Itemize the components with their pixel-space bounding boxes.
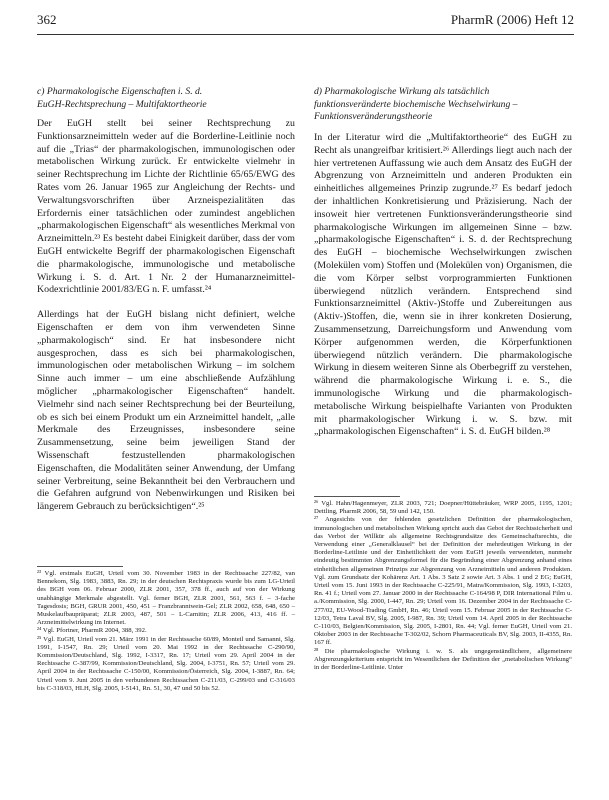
journal-citation: PharmR (2006) Heft 12 [450, 12, 574, 27]
footnotes-left [37, 570, 295, 693]
running-header [37, 12, 574, 32]
footnote-rule [314, 496, 400, 497]
footnote: ²⁵ Vgl. EuGH, Urteil vom 21. März 1991 in der Rechtssache 60/89, Monteil und Samanni, Slg. 1991, I-1547, Rn. 29; Urteil vom 20. Mai 1992 in der Rechtssache C-290/90, Kommission/Deutschland, Slg. 1992, I-3317, Rn. 17; Urteil vom 29. April 2004 in der Rechtssache C-387/99, Kommission/Deutschland, Slg. 2004, I-3751, Rn. 57; Urteil vom 29. April 2004 in der Rechtssache C-150/00, Kommission/Österreich, Slg. 2004, I-3887, Rn. 64; Urteil vom 9. Juni 2005 in den verbundenen Rechtssachen C-211/03, C-299/03 und C-316/03 bis C-318/03, HLH, Slg. 2005, I-5141, Rn. 51, 30, 47 und 50 bis 52. [37, 635, 295, 692]
footnotes-right [314, 500, 572, 672]
paragraph: Allerdings hat der EuGH bislang nicht definiert, welche Eigenschaften er dem von ihm verwendeten Sinne „pharmakologisch“ sind. Er hat insbesondere nicht ausgesprochen, dass es sich bei pharmakologischen, immunologischen oder metabolischen Wirkung – im solchem Sinne auch immer – um eine abschließende Aufzählung möglicher „pharmakologischer Eigenschaften“ handelt. Vielmehr sind nach seiner Rechtsprechung bei der Beurteilung, ob es sich bei einem Produkt um ein Arzneimittel handelt, „alle Merkmale des Erzeugnisses, insbesondere seine Zusammensetzung, seine beim jeweiligen Stand der Wissenschaft festzustellenden pharmakologischen Eigenschaften, die Modalitäten seiner Anwendung, der Umfang seiner Verbreitung, seine Bekanntheit bei den Verbrauchern und die Gefahren aufgrund von Nebenwirkungen und Risiken bei längerem Gebrauch zu berücksichtigen“.²⁵ [37, 309, 295, 513]
left-column-body [37, 118, 295, 526]
footnote: ²⁶ Vgl. Hahn/Hagenmeyer, ZLR 2003, 721; Doepner/Hüttebräuker, WRP 2005, 1195, 1201; Dettling, PharmR 2006, 58, 59 und 142, 150. [314, 500, 572, 516]
footnote: ²⁴ Vgl. Pfortner, PharmR 2004, 388, 392. [37, 627, 147, 635]
section-heading-c [37, 86, 295, 111]
header-rule [37, 34, 574, 35]
paragraph: Der EuGH stellt bei seiner Rechtsprechung zu Funktionsarzneimitteln weder auf die Borderline-Leitlinie noch auf die „Trias“ der pharmakologischen, immunologischen oder metabolischen Wirkung zurück. Er entwickelte vielmehr in seiner Rechtsprechung im Lichte der Richtlinie 65/65/EWG des Rates vom 26. Januar 1965 zur Angleichung der Rechts- und Verwaltungsvorschriften über Arzneispezialitäten das Erfordernis einer tatsächlichen oder zumindest angeblichen „pharmakologischen Eigenschaft“ als wesentliches Merkmal von Arzneimitteln.²³ Es besteht dabei Einigkeit darüber, dass der vom EuGH entwickelte Begriff der pharmakologischen Eigenschaft die pharmakologische, immunologische und metabolische Wirkung i. S. d. Art. 1 Nr. 2 der Humanarzneimittel-Kodexrichtlinie 2001/83/EG n. F. umfasst.²⁴ [37, 118, 295, 296]
page-number: 362 [37, 12, 57, 27]
heading-line: d) Pharmakologische Wirkung als tatsächlich [314, 86, 490, 97]
section-heading-d [314, 86, 572, 124]
heading-line: funktionsveränderte biochemische Wechselwirkung – [314, 98, 518, 110]
heading-line: EuGH-Rechtsprechung – Multifaktortheorie [37, 98, 207, 110]
paragraph: In der Literatur wird die „Multifaktortheorie“ des EuGH zu Recht als unangreifbar kritisiert.²⁶ Allerdings liegt auch nach der hier vertretenen Auffassung wie auch dem Ansatz des EuGH der Abgrenzung von Arzneimitteln und anderen Produkten ein einheitliches allgemeines Prinzip zugrunde.²⁷ Es bedarf jedoch der inhaltlichen Konkretisierung und Präzisierung. Nach der insoweit hier vertretenen Funktionsveränderungstheorie sind pharmakologische Wirkungen im allgemeinen Sinne – bzw. „pharmakologische Eigenschaften“ i. S. d. der Rechtsprechung des EuGH – biochemische Wechselwirkungen zwischen (Molekülen vom) Stoffen und (Molekülen von) Organismen, die die vom Körper selbst vorprogrammierten Funktionen überwiegend nützlich verändern. Entsprechend sind Funktionsarzneimittel (Aktiv-)Stoffe und Zubereitungen aus (Aktiv-)Stoffen, die, wenn sie in ihrer konkreten Dosierung, Zusammensetzung, Darreichungsform und Anwendung vom Körper aufgenommen werden, die Körperfunktionen überwiegend nützlich verändern. Die pharmakologische Wirkung in diesem weiteren Sinne als Oberbegriff zu verstehen, während die pharmakologische Wirkung i. e. S., die immunologische Wirkung und die pharmakologisch-metabolische Wirkung beispielhafte Varianten von Produkten mit pharmakologischer Wirkung i. w. S. bzw. mit „pharmakologischen Eigenschaften“ i. S. d. EuGH bilden.²⁸ [314, 132, 572, 438]
footnote: ²⁷ Angesichts von der fehlenden gesetzlichen Definition der pharmakologischen, immunologischen und metabolischen Wirkung spricht auch das Gebot der Rechtssicherheit und das Verbot der Willkür als allgemeine Rechtsgrundsätze des Gemeinschaftsrechts, die Verwendung einer „Generalklausel“ bei der Definition der mehrdeutigen Wirkung in der Borderline-Leitlinie und der Einheitlichkeit der vom EuGH jeweils verwendeten, nunmehr eindeutig bestimmten Abgrenzungsformel für die Begründung einer Abgrenzung anhand eines einheitlichen allgemeinen Prinzips zur Abgrenzung von Arzneimitteln und anderen Produkten. Vgl. zum Grundsatz der Kohärenz Art. 1 Abs. 3 Satz 2 sowie Art. 3 Abs. 1 und 2 EG; EuGH, Urteil vom 15. Juni 1993 in der Rechtssache C-225/91, Matra/Kommission, Slg. 1993, I-3203, Rn. 41 f.; Urteil vom 27. Januar 2000 in der Rechtssache C-164/98 P, DIR International Film u. a./Kommission, Slg. 2000, I-447, Rn. 29; Urteil vom 16. Dezember 2004 in der Rechtssache C-277/02, EU-Wood-Trading GmbH, Rn. 46; Urteil vom 15. Februar 2005 in der Rechtssache C-12/03, Tetra Laval BV, Slg. 2005, I-987, Rn. 39; Urteil vom 14. April 2005 in der Rechtssache C-110/03, Belgien/Kommission, Slg. 2005, I-2801, Rn. 44; Vgl. ferner EuGH, Urteil vom 21. Oktober 2003 in der Rechtssache T-302/02, Schorn Pharmaceuticals BV, Slg. 2003, II-4355, Rn. 167 ff. [314, 516, 572, 647]
right-column-body [314, 132, 572, 451]
footnote: ²³ Vgl. erstmals EuGH, Urteil vom 30. November 1983 in der Rechtssache 227/82, van Bennekom, Slg. 1983, 3883, Rn. 29; in der deutschen Rechtspraxis wurde bis zum LG-Urteil des BGH vom 06. Februar 2000, ZLR 2001, 357, 378 ff., auch auf von der Wirkung unabhängige Merkmale abgestellt. Vgl. ferner BGH, ZLR 2001, 561, 563 f. – 3-fache Tagesdosis; BGH, GRUR 2001, 450, 451 – Franzbranntwein-Gel; ZLR 2002, 658, 648, 650 – Muskelaufbaupräparat; ZLR 2003, 487, 501 – L-Carnitin; ZLR 2006, 413, 416 ff. – Arzneimittelwirkung im Internet. [37, 570, 295, 627]
footnote: ²⁸ Die pharmakologische Wirkung i. w. S. als ungegenständlichere, allgemeinere Abgrenzungskriterium entspricht im Wesentlichen der Definition der „metabolischen Wirkung“ in der Borderline-Leitlinie. Unter [314, 647, 572, 672]
footnote-rule [37, 566, 123, 567]
heading-line: c) Pharmakologische Eigenschaften i. S. d. [37, 86, 203, 97]
heading-line: Funktionsveränderungstheorie [314, 111, 433, 123]
